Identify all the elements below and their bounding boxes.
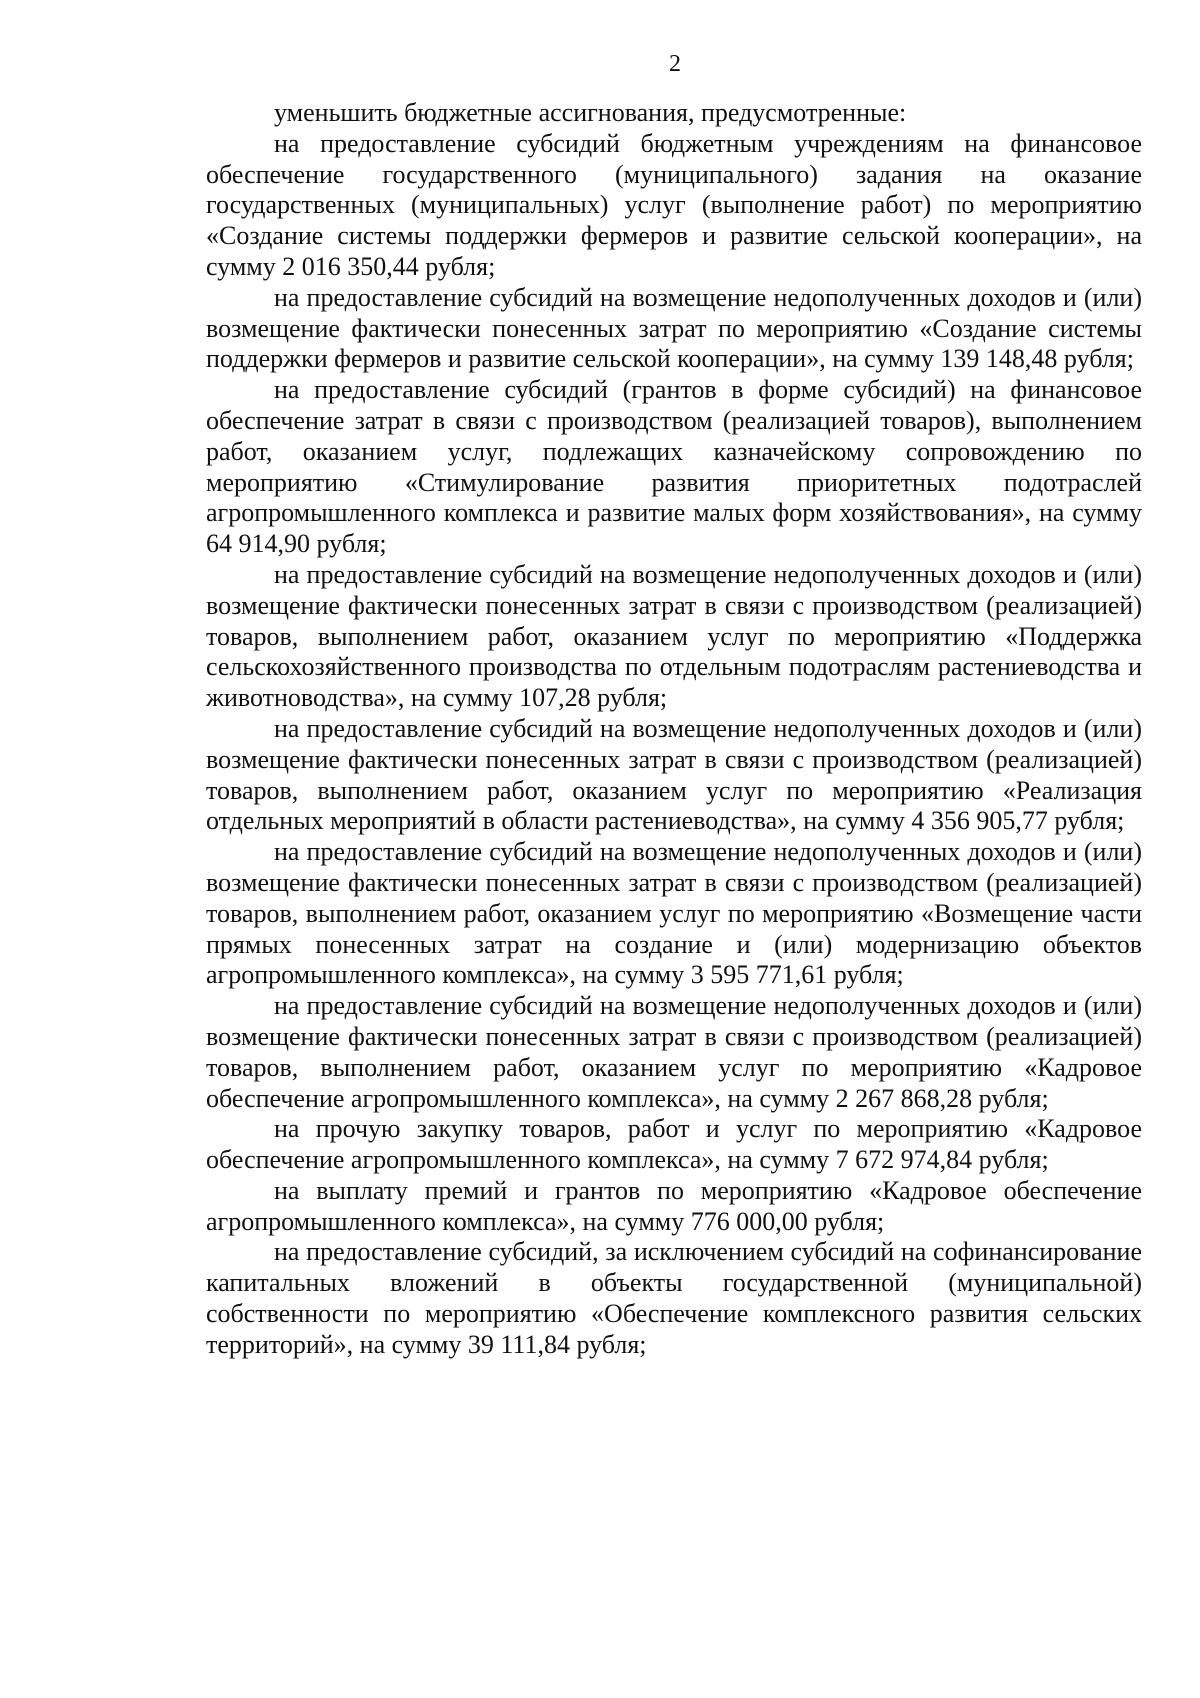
paragraph-item: на прочую закупку товаров, работ и услуг по мероприятию «Кадровое обеспечение агропромышленного комплекса», на сумму 7 672 974,84 рубля; bbox=[206, 1114, 1142, 1175]
paragraph-item: на предоставление субсидий бюджетным учреждениям на финансовое обеспечение государственного (муниципального) задания на оказание государственных (муниципальных) услуг (выполнение работ) по мероприятию «Создание системы поддержки фермеров и развитие сельской кооперации», на сумму 2 016 350,44 рубля; bbox=[206, 128, 1142, 281]
paragraph-item: на предоставление субсидий, за исключением субсидий на софинансирование капитальных вложений в объекты государственной (муниципальной) собственности по мероприятию «Обеспечение комплексного развития сельских территорий», на сумму 39 111,84 рубля; bbox=[206, 1237, 1142, 1359]
paragraph-item: на предоставление субсидий на возмещение недополученных доходов и (или) возмещение фактически понесенных затрат в связи с производством (реализацией) товаров, выполнением работ, оказанием услуг по мероприятию «Возмещение части прямых понесенных затрат на создание и (или) модернизацию объектов агропромышленного комплекса», на сумму 3 595 771,61 рубля; bbox=[206, 837, 1142, 990]
page-number: 2 bbox=[669, 51, 681, 77]
paragraph-item: на предоставление субсидий на возмещение недополученных доходов и (или) возмещение фактически понесенных затрат по мероприятию «Создание системы поддержки фермеров и развитие сельской кооперации», на сумму 139 148,48 рубля; bbox=[206, 282, 1142, 374]
paragraph-item: на предоставление субсидий на возмещение недополученных доходов и (или) возмещение фактически понесенных затрат в связи с производством (реализацией) товаров, выполнением работ, оказанием услуг по мероприятию «Реализация отдельных мероприятий в области растениеводства», на сумму 4 356 905,77 рубля; bbox=[206, 713, 1142, 836]
paragraph-item: на предоставление субсидий (грантов в форме субсидий) на финансовое обеспечение затрат в связи с производством (реализацией товаров), выполнением работ, оказанием услуг, подлежащих казначейскому сопровождению по мероприятию «Стимулирование развития приоритетных подотраслей агропромышленного комплекса и развитие малых форм хозяйствования», на сумму 64 914,90 рубля; bbox=[206, 375, 1142, 559]
paragraph-item: на предоставление субсидий на возмещение недополученных доходов и (или) возмещение фактически понесенных затрат в связи с производством (реализацией) товаров, выполнением работ, оказанием услуг по мероприятию «Поддержка сельскохозяйственного производства по отдельным подотраслям растениеводства и животноводства», на сумму 107,28 рубля; bbox=[206, 559, 1142, 713]
paragraph-intro: уменьшить бюджетные ассигнования, предусмотренные: bbox=[274, 98, 907, 127]
paragraph-item: на выплату премий и грантов по мероприятию «Кадровое обеспечение агропромышленного комплекса», на сумму 776 000,00 рубля; bbox=[206, 1175, 1142, 1236]
paragraph-item: на предоставление субсидий на возмещение недополученных доходов и (или) возмещение фактически понесенных затрат в связи с производством (реализацией) товаров, выполнением работ, оказанием услуг по мероприятию «Кадровое обеспечение агропромышленного комплекса», на сумму 2 267 868,28 рубля; bbox=[206, 991, 1142, 1113]
document-body bbox=[206, 98, 1142, 1361]
